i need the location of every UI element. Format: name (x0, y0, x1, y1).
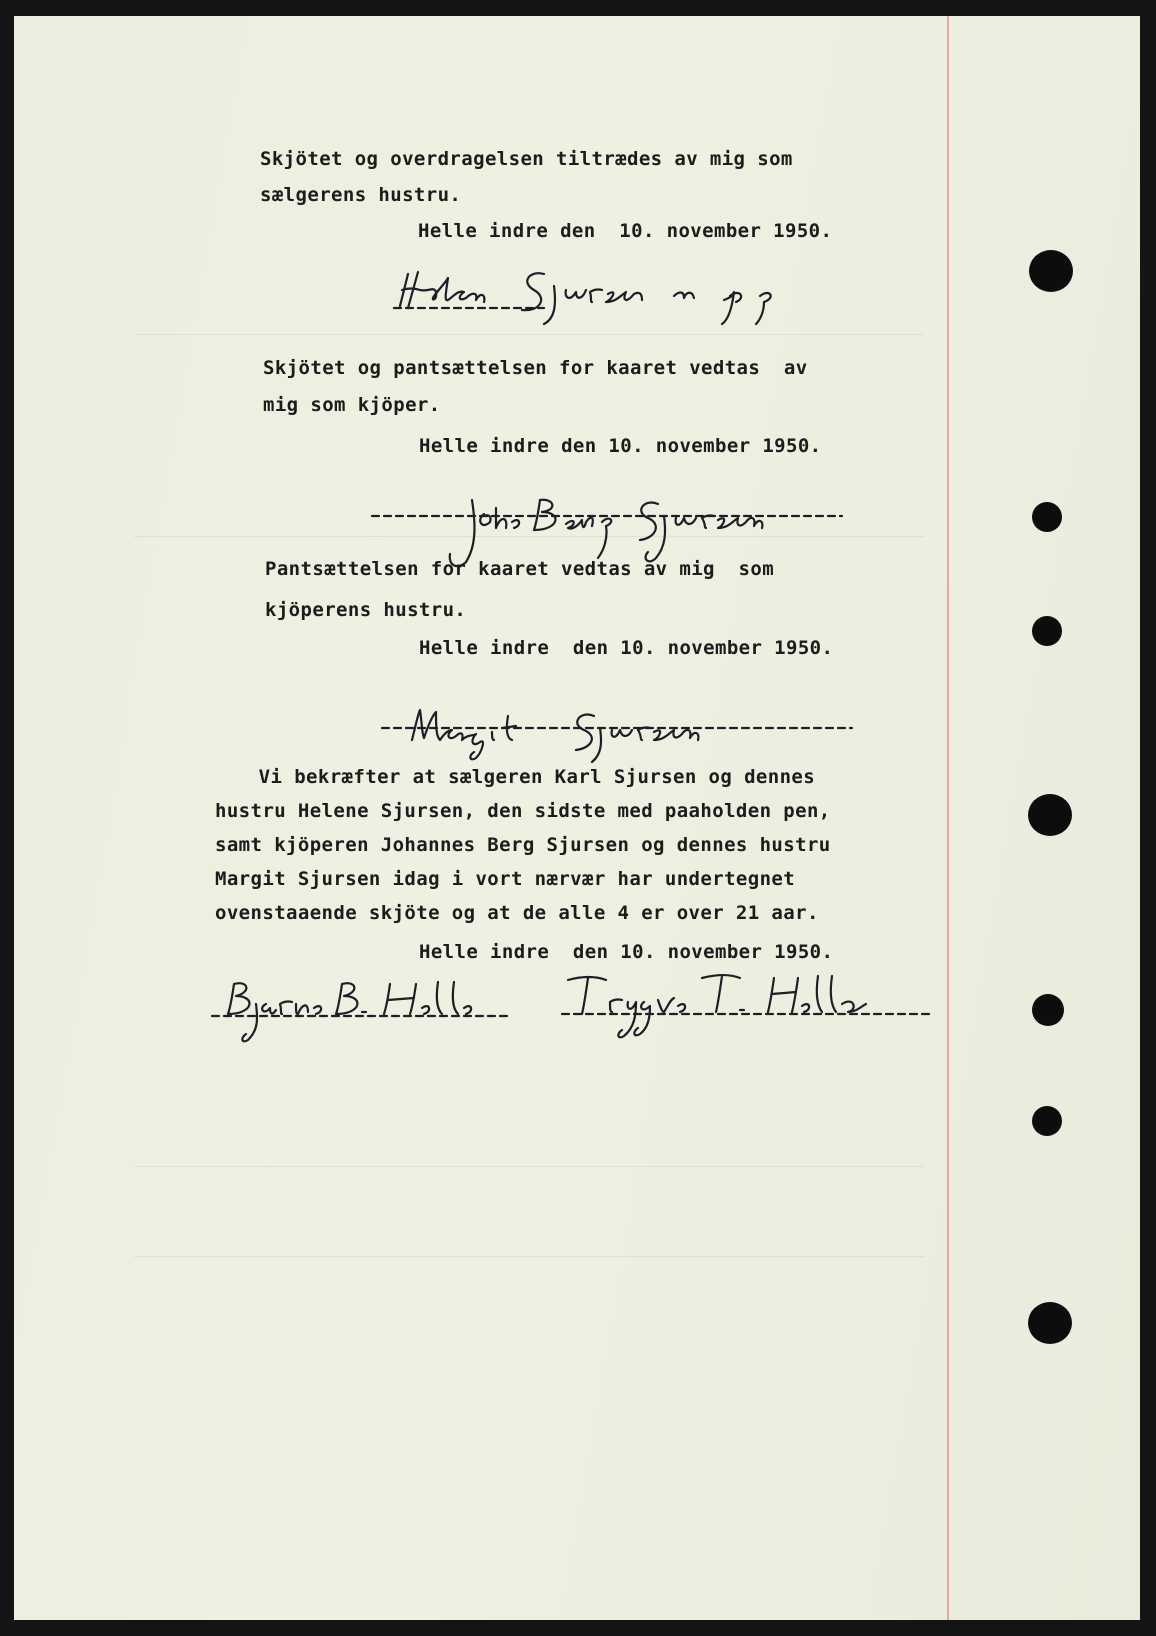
signature-bjarne-b-helle (212, 974, 532, 1054)
witness-dateline: Helle indre den 10. november 1950. (419, 941, 834, 963)
signature-trygve-t-helle (562, 966, 942, 1046)
signature-margit-sjursen (382, 704, 852, 764)
block1-line1: Skjötet og overdragelsen tiltrædes av mig som (260, 148, 793, 170)
block2-dateline: Helle indre den 10. november 1950. (419, 435, 822, 457)
punch-hole (1032, 1106, 1062, 1136)
margin-rule (947, 16, 949, 1620)
punch-hole (1028, 794, 1072, 836)
punch-hole (1032, 616, 1062, 646)
witness-line2: hustru Helene Sjursen, den sidste med paaholden pen, (215, 800, 831, 822)
bleed-through (134, 1166, 924, 1167)
block1-dateline: Helle indre den 10. november 1950. (418, 220, 833, 242)
witness-line4: Margit Sjursen idag i vort nærvær har undertegnet (215, 868, 796, 890)
block3-line2: kjöperens hustru. (265, 599, 467, 621)
signature-helena-sjursen (394, 262, 864, 332)
document-page (14, 16, 1140, 1620)
punch-hole (1028, 1302, 1072, 1344)
bleed-through (134, 1256, 924, 1257)
bleed-through (134, 334, 924, 335)
witness-line5: ovenstaaende skjöte og at de alle 4 er over 21 aar. (215, 902, 819, 924)
punch-hole (1032, 994, 1064, 1026)
witness-line3: samt kjöperen Johannes Berg Sjursen og dennes hustru (215, 834, 831, 856)
witness-line1: Vi bekræfter at sælgeren Karl Sjursen og dennes (235, 766, 816, 788)
block1-line2: sælgerens hustru. (260, 184, 462, 206)
block2-line1: Skjötet og pantsættelsen for kaaret vedtas av (263, 357, 808, 379)
block3-line1: Pantsættelsen for kaaret vedtas av mig som (265, 558, 775, 580)
block2-line2: mig som kjöper. (263, 394, 441, 416)
block3-dateline: Helle indre den 10. november 1950. (419, 637, 834, 659)
punch-hole (1032, 502, 1062, 532)
punch-hole (1029, 250, 1073, 292)
